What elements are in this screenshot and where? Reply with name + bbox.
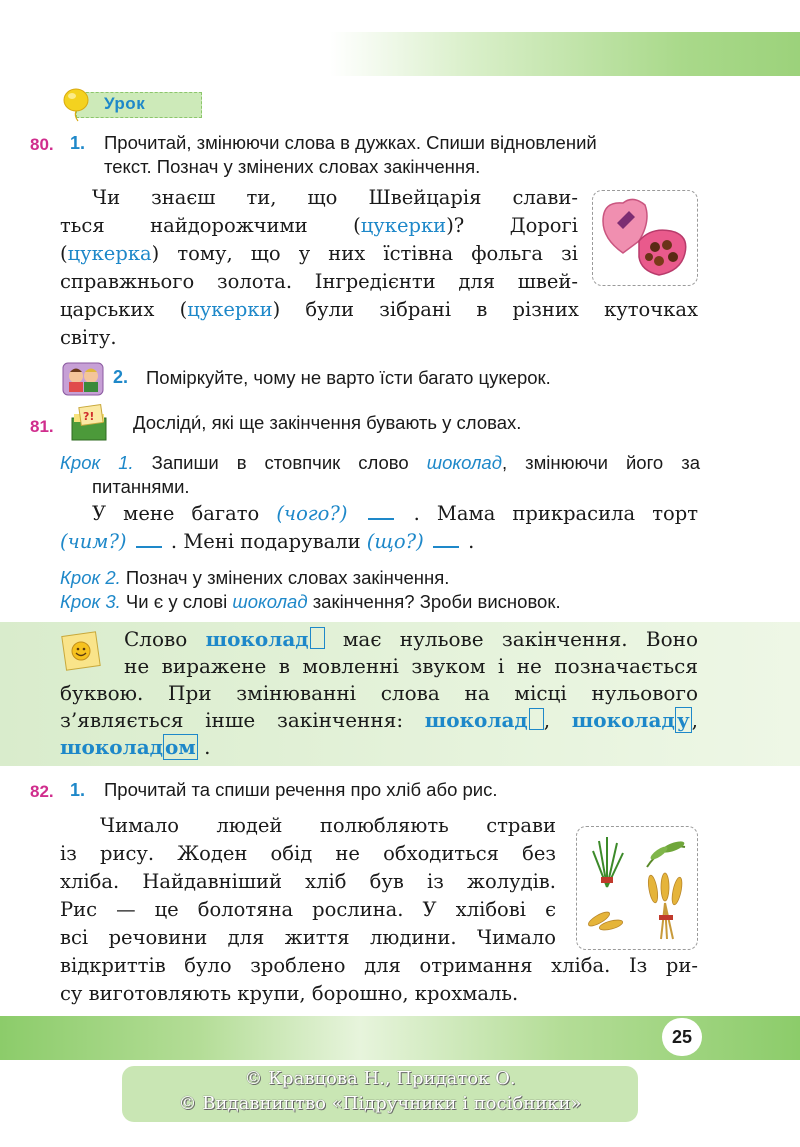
- rule-text: [60, 626, 698, 761]
- passage-line: су виготовляють крупи, борошно, крохмаль.: [60, 982, 519, 1005]
- text: . Мама прикрасила торт: [396, 502, 698, 525]
- text: (: [60, 242, 68, 265]
- text: ) тому, що у них їстівна фольга зі: [151, 242, 578, 265]
- step-label: Крок 3.: [60, 591, 121, 612]
- text: . Мені подарували: [164, 530, 367, 553]
- keyword: шоколад: [232, 591, 308, 612]
- text: ,: [691, 708, 698, 732]
- wheat-icon: [577, 827, 697, 949]
- passage-line: Рис — це болотяна рослина. У хлібові є: [60, 898, 556, 921]
- question-hint: (що?): [366, 530, 424, 553]
- answer-blank: [368, 504, 394, 520]
- passage-line: хліба. Найдавніший хліб був із жолудів.: [60, 870, 556, 893]
- ending-box: [529, 708, 544, 730]
- question-hint: (чого?): [276, 502, 348, 525]
- text: закінчення? Зроби висновок.: [307, 591, 561, 612]
- keyword: шоколад: [424, 708, 528, 732]
- keyword: шоколад: [571, 708, 675, 732]
- task-instruction: Прочитай та спиши речення про хліб або рис.: [104, 779, 498, 800]
- answer-blank: [136, 532, 162, 548]
- step-line: [60, 451, 700, 475]
- rule-line: буквою. При змінюванні слова на місці нульового: [60, 681, 698, 705]
- passage-line: [60, 212, 578, 240]
- passage-line: всі речовини для життя людини. Чимало: [60, 926, 556, 949]
- sentence-line: [60, 500, 698, 528]
- text: У мене багато: [92, 502, 277, 525]
- step-line: [60, 590, 700, 614]
- copyright-line: © Кравцова Н., Придаток О.: [244, 1068, 516, 1089]
- sentence-line: [60, 528, 698, 556]
- step-label: Крок 1.: [60, 452, 134, 473]
- word-to-change: цукерка: [67, 242, 152, 265]
- rule-line: [60, 626, 698, 653]
- keyword: шоколад: [60, 735, 164, 759]
- candy-box-image: [592, 190, 698, 286]
- text: ться найдорожчими (: [60, 214, 361, 237]
- step-1: [60, 451, 700, 499]
- text: має нульове закінчення. Воно: [324, 627, 698, 651]
- header-band: [330, 32, 800, 76]
- task-number: 1.: [70, 133, 86, 153]
- rule-line: [60, 707, 698, 734]
- step-line: питаннями.: [92, 476, 190, 497]
- task-number: 2.: [113, 367, 129, 387]
- passage-line: [60, 184, 578, 212]
- text: Чи знаєш ти, що Швейцарія слави-: [92, 186, 578, 209]
- answer-blank: [433, 532, 459, 548]
- ending-box: у: [676, 708, 690, 732]
- ending-box: [310, 627, 325, 649]
- svg-text:?!: ?!: [83, 410, 95, 423]
- text: )? Дорогі: [446, 214, 578, 237]
- text: Познач у змінених словах закінчення.: [120, 567, 450, 588]
- text: , змінюючи його за: [501, 452, 700, 473]
- steps-2-3: [60, 566, 700, 614]
- passage-line: із рису. Жоден обід не обходиться без: [60, 842, 556, 865]
- fill-in-sentences: [60, 500, 698, 556]
- passage-line: [60, 240, 578, 268]
- text: Слово: [124, 627, 206, 651]
- passage-line: [60, 296, 698, 324]
- text: ) були зібрані в різних куточках: [272, 298, 698, 321]
- passage-line: відкриттів було зроблено для отримання хліба. Із ри-: [60, 954, 698, 977]
- lesson-label: Урок: [104, 94, 146, 113]
- text: Чи є у слові: [120, 591, 233, 612]
- text: царських (: [60, 298, 188, 321]
- instruction-line: текст. Познач у змінених словах закінчення.: [104, 156, 481, 177]
- balloon-icon: [60, 86, 96, 122]
- rule-line: не виражене в мовленні звуком і не позначається: [124, 654, 698, 678]
- page-number: 25: [662, 1018, 702, 1056]
- rule-line: [60, 734, 698, 761]
- passage-line: [60, 268, 578, 296]
- word-to-change: цукерки: [360, 214, 447, 237]
- research-note-icon: [68, 404, 112, 444]
- text: справжнього золота. Інгредієнти для швей-: [60, 270, 578, 293]
- step-line: [60, 566, 700, 590]
- step-label: Крок 2.: [60, 567, 121, 588]
- kids-discussion-icon: [62, 362, 104, 396]
- task-instruction: Досліди́, які ще закінчення бувають у словах.: [133, 412, 522, 433]
- keyword: шоколад: [426, 452, 502, 473]
- text: з’являється інше закінчення:: [60, 708, 425, 732]
- text: .: [197, 735, 211, 759]
- passage-line: Чималo людей полюбляють страви: [100, 814, 556, 837]
- ending-box: ом: [165, 735, 196, 759]
- exercise-number: 80.: [30, 135, 54, 154]
- keyword: шоколад: [205, 627, 309, 651]
- candy-icon: [593, 191, 697, 285]
- word-to-change: цукерки: [187, 298, 273, 321]
- exercise-number: 82.: [30, 782, 54, 801]
- task-number: 1.: [70, 780, 86, 800]
- text: Запиши в стовпчик слово: [133, 452, 427, 473]
- task-instruction: [104, 131, 704, 179]
- text: ,: [543, 708, 572, 732]
- text: .: [461, 530, 475, 553]
- grain-image: [576, 826, 698, 950]
- question-hint: (чим?): [60, 530, 127, 553]
- passage-line: світу.: [60, 326, 117, 349]
- copyright-line: © Видавництво «Підручники і посібники»: [178, 1093, 582, 1114]
- exercise-number: 81.: [30, 417, 54, 436]
- instruction-line: Прочитай, змінюючи слова в дужках. Спиши відновлений: [104, 132, 597, 153]
- task-instruction: Поміркуйте, чому не варто їсти багато цукерок.: [146, 367, 551, 388]
